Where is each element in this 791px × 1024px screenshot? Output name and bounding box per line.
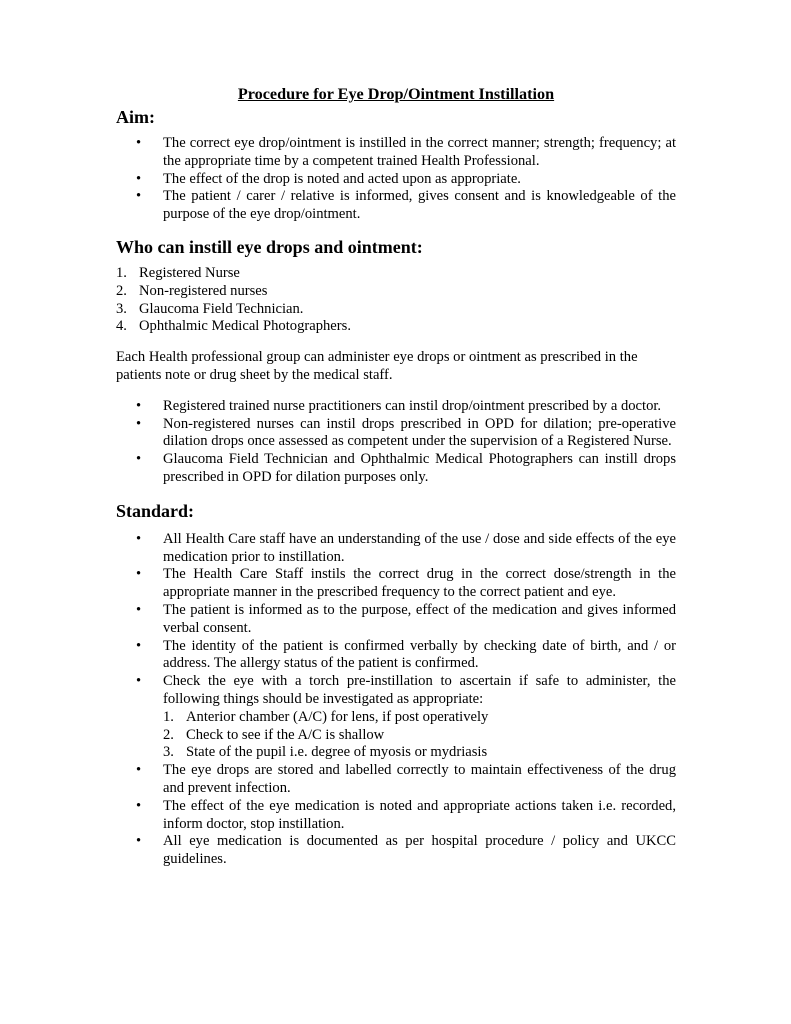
document-page [116,84,676,869]
standard-bullet-item: • The patient is informed as to the purpose, effect of the medication and gives informed verbal consent. [163,602,676,638]
standard-bullet-item: • All eye medication is documented as per hospital procedure / policy and UKCC guidelines. [163,833,676,869]
aim-section [116,106,676,224]
who-bullet-item: • Registered trained nurse practitioners can instil drop/ointment prescribed by a doctor. [163,398,676,416]
who-list-item [116,300,676,319]
who-heading: Who can instill eye drops and ointment: [116,236,423,257]
standard-check-text: Check the eye with a torch pre-instillation to ascertain if safe to administer, the following things should be investigated as appropriate: [163,673,676,707]
list-number: 3. [116,300,127,317]
check-sub-item [163,726,676,745]
standard-bullet-item: • The Health Care Staff instils the correct drug in the correct dose/strength in the appropriate manner in the prescribed frequency to the correct patient and eye. [163,566,676,602]
who-numbered-list [116,265,676,336]
check-sub-item [163,744,676,762]
check-sub-item [163,708,676,727]
standard-bullet-item: • The effect of the eye medication is noted and appropriate actions taken i.e. recorded, inform doctor, stop instillation. [163,798,676,834]
standard-heading: Standard: [116,500,195,521]
list-item-text: Check to see if the A/C is shallow [186,726,385,743]
list-item-text: Anterior chamber (A/C) for lens, if post operatively [186,708,489,725]
who-bullet-item: • Glaucoma Field Technician and Ophthalmic Medical Photographers can instill drops prescribed in OPD for dilation purposes only. [163,451,676,487]
aim-heading: Aim: [116,107,155,127]
list-item-text: Ophthalmic Medical Photographers. [139,318,351,335]
standard-section [116,500,676,869]
aim-bullet-list [116,135,676,224]
aim-bullet-item: • The patient / carer / relative is informed, gives consent and is knowledgeable of the purpose of the eye drop/ointment. [163,188,676,224]
document-title: Procedure for Eye Drop/Ointment Instillation [237,85,555,103]
list-item-text: State of the pupil i.e. degree of myosis or mydriasis [186,744,488,761]
list-number: 1. [116,264,127,281]
who-list-item [116,318,676,336]
standard-bullet-item: • The eye drops are stored and labelled correctly to maintain effectiveness of the drug and prevent infection. [163,762,676,798]
standard-bullet-item [163,673,676,762]
list-item-text: Registered Nurse [139,264,240,281]
who-paragraph: Each Health professional group can administer eye drops or ointment as prescribed in the patients note or drug sheet by the medical staff. [116,349,638,383]
standard-bullet-item: • All Health Care staff have an understanding of the use / dose and side effects of the eye medication prior to instillation. [163,531,676,567]
standard-bullet-list [116,531,676,869]
standard-bullet-item: • The identity of the patient is confirmed verbally by checking date of birth, and / or address. The allergy status of the patient is confirmed. [163,638,676,674]
list-number: 2. [116,282,127,299]
who-section [116,236,676,487]
aim-bullet-item: • The correct eye drop/ointment is instilled in the correct manner; strength; frequency; at the appropriate time by a competent trained Health Professional. [163,135,676,171]
who-list-item [116,264,676,283]
list-item-text: Non-registered nurses [139,282,268,299]
list-item-text: Glaucoma Field Technician. [139,300,304,317]
check-sub-list [163,709,676,762]
list-number: 1. [163,708,174,725]
aim-bullet-item: • The effect of the drop is noted and acted upon as appropriate. [163,171,676,189]
list-number: 3. [163,744,174,761]
list-number: 2. [163,726,174,743]
list-number: 4. [116,318,127,335]
who-list-item [116,282,676,301]
who-bullet-item: • Non-registered nurses can instil drops prescribed in OPD for dilation; pre-operative dilation drops once assessed as competent under the supervision of a Registered Nurse. [163,416,676,452]
who-bullet-list [116,398,676,487]
